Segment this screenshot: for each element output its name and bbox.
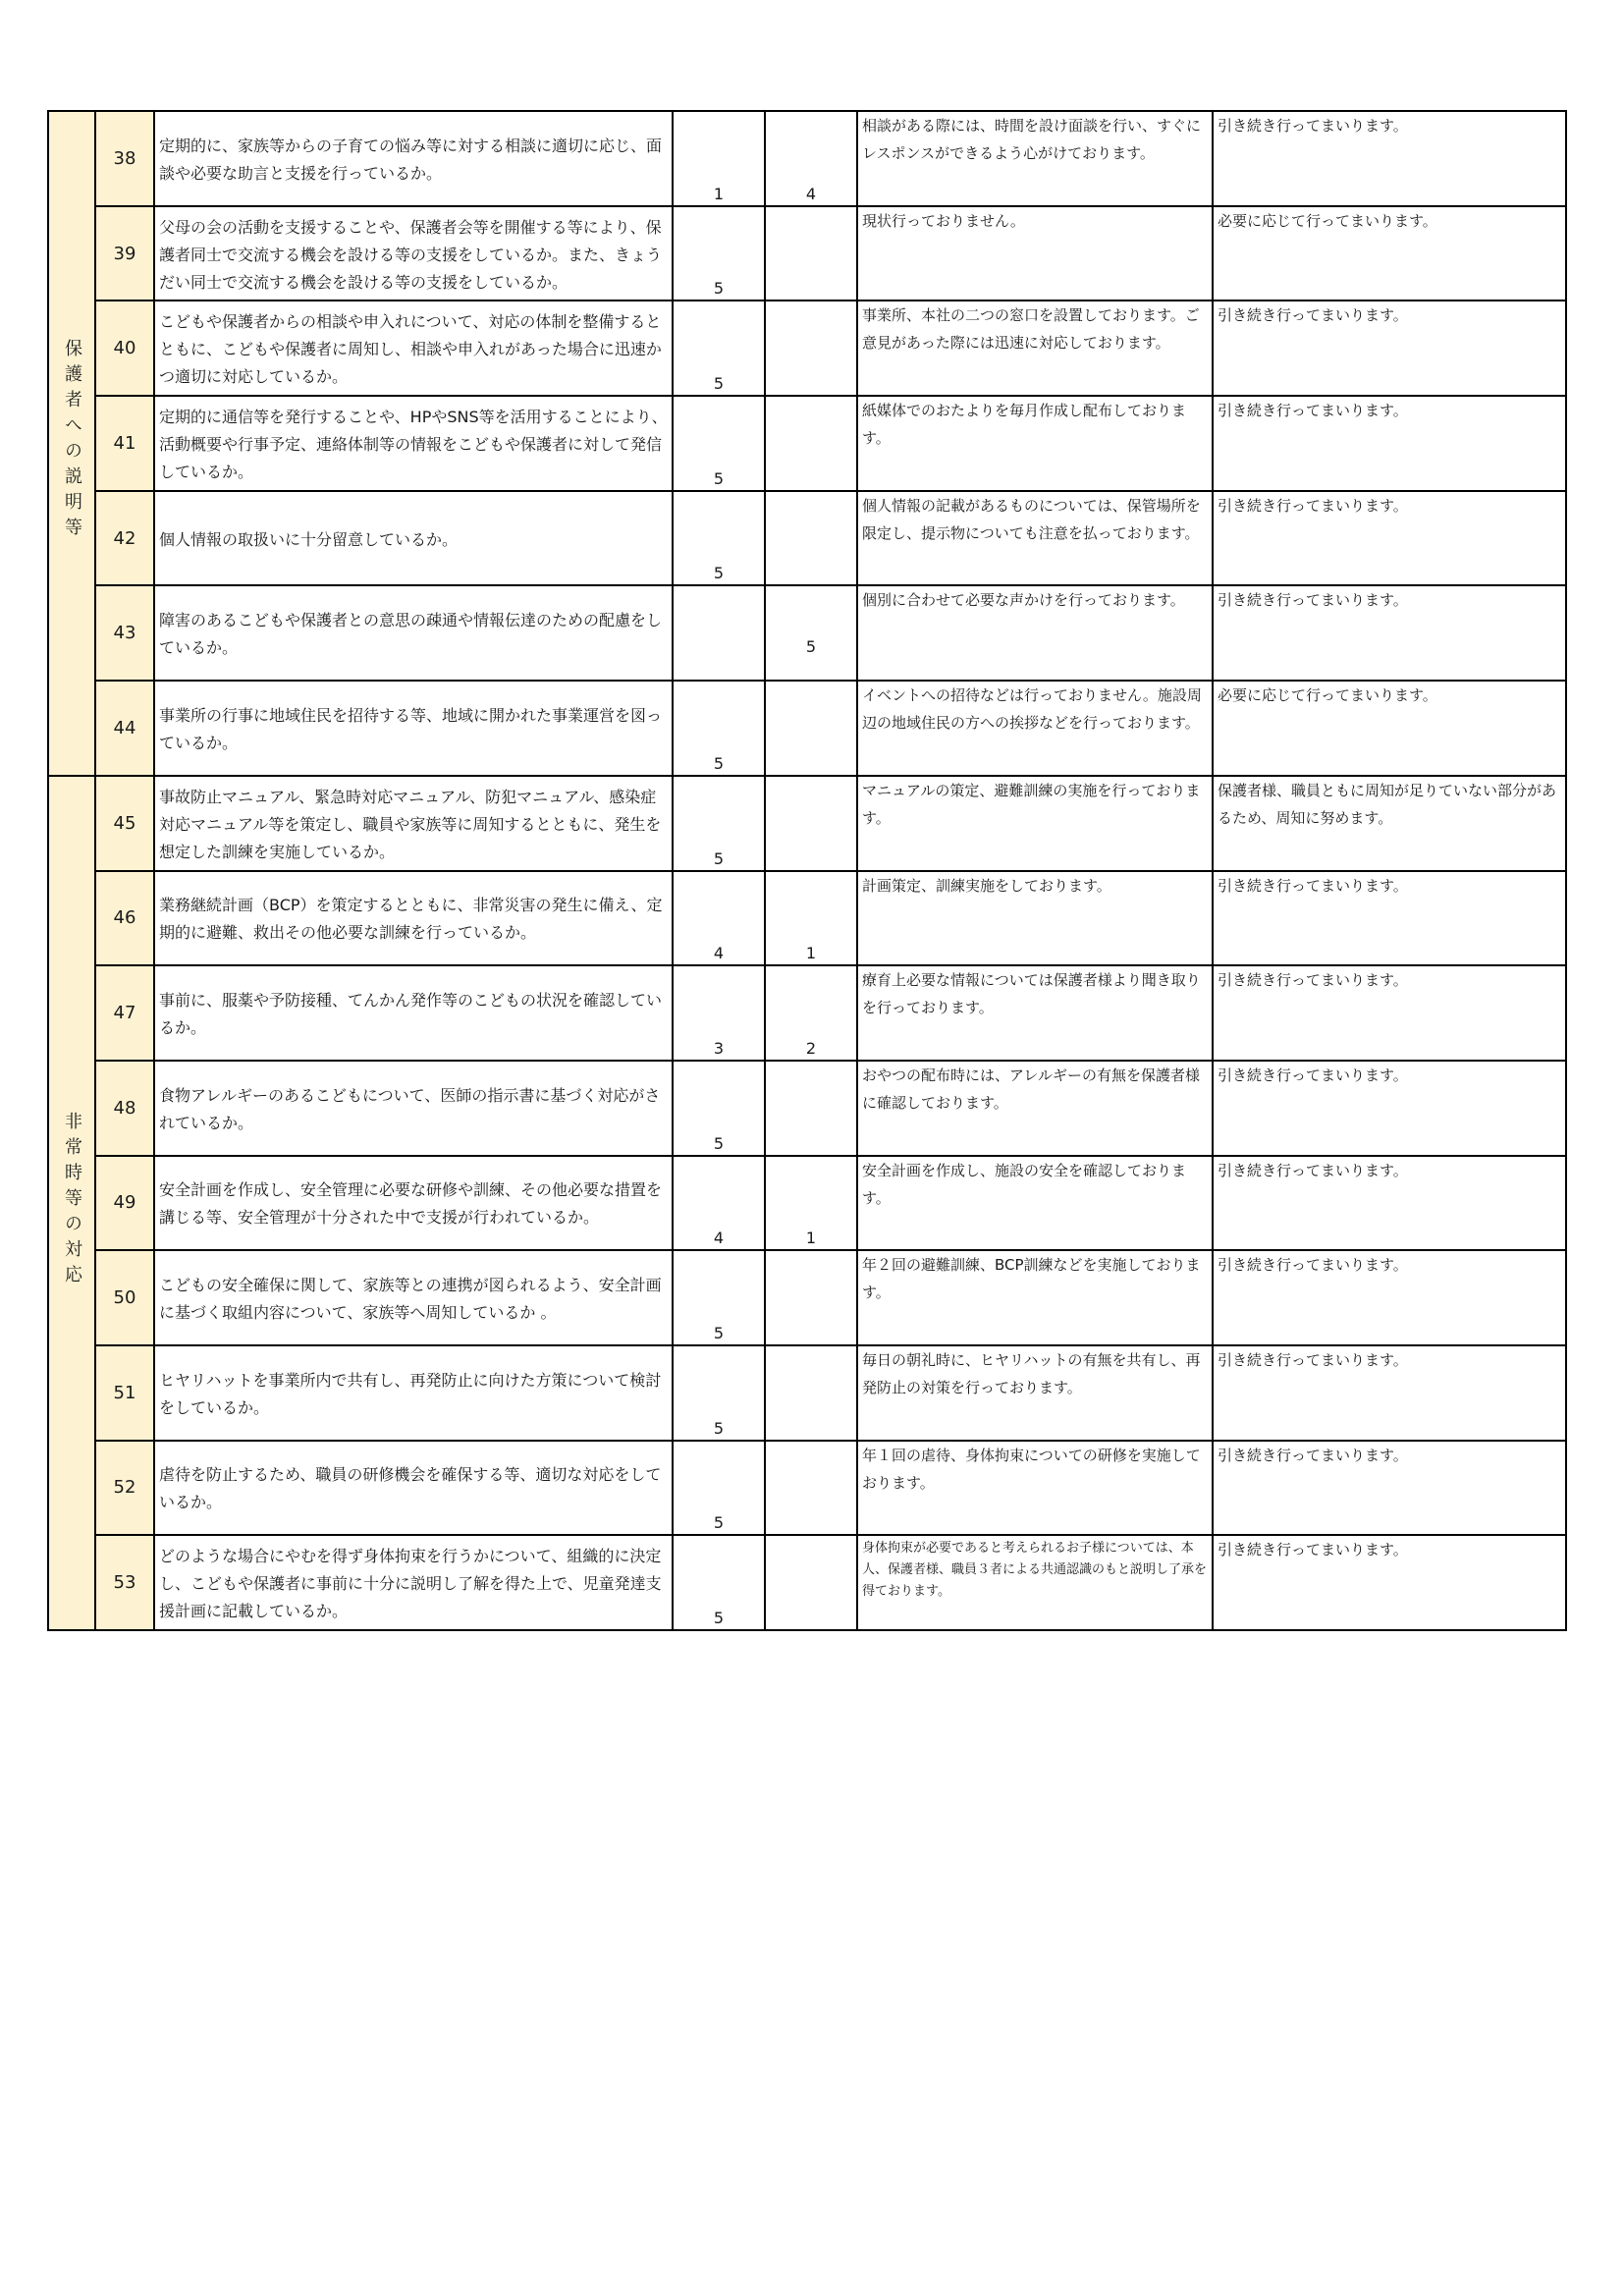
status-text: 計画策定、訓練実施をしております。 xyxy=(857,871,1213,966)
table-row xyxy=(48,1441,1566,1536)
item-number: 50 xyxy=(95,1250,154,1345)
yes-count: 5 xyxy=(673,206,765,301)
item-number: 51 xyxy=(95,1345,154,1441)
status-text: 安全計画を作成し、施設の安全を確認しております。 xyxy=(857,1156,1213,1251)
status-text: 現状行っておりません。 xyxy=(857,206,1213,301)
table-row xyxy=(48,1156,1566,1251)
yes-count: 4 xyxy=(673,1156,765,1251)
status-text: イベントへの招待などは行っておりません。施設周辺の地域住民の方への挨拶などを行っております。 xyxy=(857,681,1213,776)
question-text: 事故防止マニュアル、緊急時対応マニュアル、防犯マニュアル、感染症対応マニュアル等を策定し、職員や家族等に周知するとともに、発生を想定した訓練を実施しているか。 xyxy=(154,776,673,871)
no-count xyxy=(765,491,857,586)
question-text: 事業所の行事に地域住民を招待する等、地域に開かれた事業運営を図っているか。 xyxy=(154,681,673,776)
question-text: 定期的に、家族等からの子育ての悩み等に対する相談に適切に応じ、面談や必要な助言と支援を行っているか。 xyxy=(154,111,673,206)
yes-count: 5 xyxy=(673,1061,765,1156)
item-number: 43 xyxy=(95,585,154,681)
no-count: 5 xyxy=(765,585,857,681)
improvement-text: 引き続き行ってまいります。 xyxy=(1213,111,1566,206)
category-label: 非常時等の対応 xyxy=(62,1111,82,1290)
improvement-text: 引き続き行ってまいります。 xyxy=(1213,491,1566,586)
item-number: 46 xyxy=(95,871,154,966)
no-count xyxy=(765,396,857,491)
item-number: 44 xyxy=(95,681,154,776)
no-count: 2 xyxy=(765,965,857,1061)
question-text: ヒヤリハットを事業所内で共有し、再発防止に向けた方策について検討をしているか。 xyxy=(154,1345,673,1441)
question-text: こどもや保護者からの相談や申入れについて、対応の体制を整備するとともに、こどもや保護者に周知し、相談や申入れがあった場合に迅速かつ適切に対応しているか。 xyxy=(154,301,673,396)
improvement-text: 引き続き行ってまいります。 xyxy=(1213,1535,1566,1630)
question-text: 定期的に通信等を発行することや、HPやSNS等を活用することにより、活動概要や行事予定、連絡体制等の情報をこどもや保護者に対して発信しているか。 xyxy=(154,396,673,491)
table-row xyxy=(48,301,1566,396)
question-text: 食物アレルギーのあるこどもについて、医師の指示書に基づく対応がされているか。 xyxy=(154,1061,673,1156)
question-text: 安全計画を作成し、安全管理に必要な研修や訓練、その他必要な措置を講じる等、安全管理が十分された中で支援が行われているか。 xyxy=(154,1156,673,1251)
table-row xyxy=(48,681,1566,776)
no-count xyxy=(765,1441,857,1536)
category-emergency-response xyxy=(48,776,95,1630)
question-text: 事前に、服薬や予防接種、てんかん発作等のこどもの状況を確認しているか。 xyxy=(154,965,673,1061)
status-text: 身体拘束が必要であると考えられるお子様については、本人、保護者様、職員３者による共通認識のもと説明し了承を得ております。 xyxy=(857,1535,1213,1630)
item-number: 39 xyxy=(95,206,154,301)
improvement-text: 引き続き行ってまいります。 xyxy=(1213,1156,1566,1251)
status-text: 毎日の朝礼時に、ヒヤリハットの有無を共有し、再発防止の対策を行っております。 xyxy=(857,1345,1213,1441)
item-number: 53 xyxy=(95,1535,154,1630)
table-row xyxy=(48,1345,1566,1441)
status-text: 個人情報の記載があるものについては、保管場所を限定し、提示物についても注意を払っております。 xyxy=(857,491,1213,586)
question-text: 個人情報の取扱いに十分留意しているか。 xyxy=(154,491,673,586)
yes-count: 1 xyxy=(673,111,765,206)
no-count xyxy=(765,1061,857,1156)
question-text: 虐待を防止するため、職員の研修機会を確保する等、適切な対応をしているか。 xyxy=(154,1441,673,1536)
improvement-text: 引き続き行ってまいります。 xyxy=(1213,1061,1566,1156)
question-text: 業務継続計画（BCP）を策定するとともに、非常災害の発生に備え、定期的に避難、救出その他必要な訓練を行っているか。 xyxy=(154,871,673,966)
improvement-text: 引き続き行ってまいります。 xyxy=(1213,1250,1566,1345)
item-number: 38 xyxy=(95,111,154,206)
question-text: こどもの安全確保に関して、家族等との連携が図られるよう、安全計画に基づく取組内容について、家族等へ周知しているか 。 xyxy=(154,1250,673,1345)
evaluation-table xyxy=(47,110,1567,1631)
yes-count: 5 xyxy=(673,776,765,871)
no-count xyxy=(765,1345,857,1441)
status-text: おやつの配布時には、アレルギーの有無を保護者様に確認しております。 xyxy=(857,1061,1213,1156)
table-row xyxy=(48,776,1566,871)
no-count: 1 xyxy=(765,871,857,966)
yes-count: 5 xyxy=(673,1535,765,1630)
status-text: 相談がある際には、時間を設け面談を行い、すぐにレスポンスができるよう心がけております。 xyxy=(857,111,1213,206)
improvement-text: 引き続き行ってまいります。 xyxy=(1213,1345,1566,1441)
yes-count: 5 xyxy=(673,681,765,776)
improvement-text: 必要に応じて行ってまいります。 xyxy=(1213,681,1566,776)
table-row xyxy=(48,206,1566,301)
item-number: 47 xyxy=(95,965,154,1061)
no-count xyxy=(765,1250,857,1345)
table-row xyxy=(48,111,1566,206)
improvement-text: 引き続き行ってまいります。 xyxy=(1213,1441,1566,1536)
improvement-text: 引き続き行ってまいります。 xyxy=(1213,396,1566,491)
table-row xyxy=(48,1250,1566,1345)
table-row xyxy=(48,491,1566,586)
improvement-text: 必要に応じて行ってまいります。 xyxy=(1213,206,1566,301)
item-number: 45 xyxy=(95,776,154,871)
no-count: 4 xyxy=(765,111,857,206)
table-row xyxy=(48,1535,1566,1630)
question-text: 父母の会の活動を支援することや、保護者会等を開催する等により、保護者同士で交流する機会を設ける等の支援をしているか。また、きょうだい同士で交流する機会を設ける等の支援をしているか。 xyxy=(154,206,673,301)
no-count xyxy=(765,681,857,776)
table-row xyxy=(48,585,1566,681)
yes-count: 3 xyxy=(673,965,765,1061)
yes-count: 5 xyxy=(673,1441,765,1536)
item-number: 40 xyxy=(95,301,154,396)
no-count: 1 xyxy=(765,1156,857,1251)
no-count xyxy=(765,776,857,871)
yes-count xyxy=(673,585,765,681)
improvement-text: 保護者様、職員ともに周知が足りていない部分があるため、周知に努めます。 xyxy=(1213,776,1566,871)
yes-count: 5 xyxy=(673,491,765,586)
item-number: 42 xyxy=(95,491,154,586)
status-text: 事業所、本社の二つの窓口を設置しております。ご意見があった際には迅速に対応しております。 xyxy=(857,301,1213,396)
item-number: 48 xyxy=(95,1061,154,1156)
status-text: 紙媒体でのおたよりを毎月作成し配布しております。 xyxy=(857,396,1213,491)
status-text: マニュアルの策定、避難訓練の実施を行っております。 xyxy=(857,776,1213,871)
question-text: 障害のあるこどもや保護者との意思の疎通や情報伝達のための配慮をしているか。 xyxy=(154,585,673,681)
item-number: 52 xyxy=(95,1441,154,1536)
no-count xyxy=(765,301,857,396)
improvement-text: 引き続き行ってまいります。 xyxy=(1213,301,1566,396)
category-label: 保護者への説明等 xyxy=(62,339,82,544)
yes-count: 5 xyxy=(673,396,765,491)
status-text: 療育上必要な情報については保護者様より聞き取りを行っております。 xyxy=(857,965,1213,1061)
yes-count: 5 xyxy=(673,1250,765,1345)
table-row xyxy=(48,965,1566,1061)
improvement-text: 引き続き行ってまいります。 xyxy=(1213,585,1566,681)
yes-count: 5 xyxy=(673,1345,765,1441)
table-row xyxy=(48,396,1566,491)
no-count xyxy=(765,206,857,301)
no-count xyxy=(765,1535,857,1630)
status-text: 年２回の避難訓練、BCP訓練などを実施しております。 xyxy=(857,1250,1213,1345)
question-text: どのような場合にやむを得ず身体拘束を行うかについて、組織的に決定し、こどもや保護者に事前に十分に説明し了解を得た上で、児童発達支援計画に記載しているか。 xyxy=(154,1535,673,1630)
table-row xyxy=(48,871,1566,966)
yes-count: 5 xyxy=(673,301,765,396)
improvement-text: 引き続き行ってまいります。 xyxy=(1213,965,1566,1061)
yes-count: 4 xyxy=(673,871,765,966)
item-number: 49 xyxy=(95,1156,154,1251)
category-guardian-explanation xyxy=(48,111,95,776)
status-text: 個別に合わせて必要な声かけを行っております。 xyxy=(857,585,1213,681)
table-row xyxy=(48,1061,1566,1156)
status-text: 年１回の虐待、身体拘束についての研修を実施しております。 xyxy=(857,1441,1213,1536)
item-number: 41 xyxy=(95,396,154,491)
improvement-text: 引き続き行ってまいります。 xyxy=(1213,871,1566,966)
